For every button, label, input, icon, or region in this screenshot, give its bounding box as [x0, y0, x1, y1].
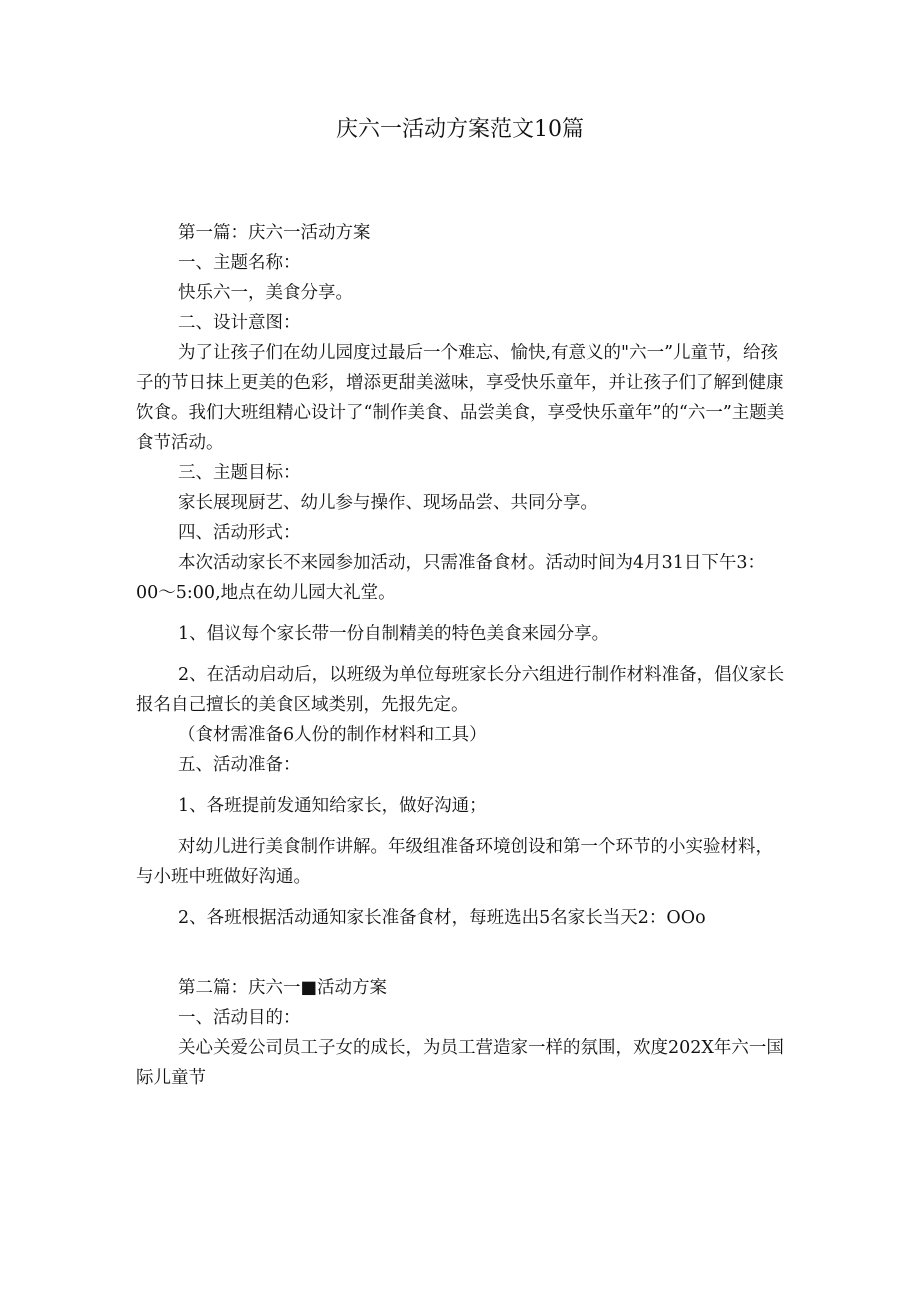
list-item: 1、各班提前发通知给家长，做好沟通； — [178, 796, 487, 816]
subheading: 一、主题名称： — [178, 253, 301, 273]
document-body — [136, 218, 788, 1093]
paragraph: 对幼儿进行美食制作讲解。年级组准备环境创设和第一个环节的小实验材料，与小班中班做好沟通。 — [136, 837, 773, 887]
section-heading: 第二篇：庆六一■活动方案 — [178, 978, 388, 998]
list-item: 1、倡议每个家长带一份自制精美的特色美食来园分享。 — [178, 624, 610, 644]
subheading: 三、主题目标： — [178, 463, 301, 483]
paragraph: 本次活动家长不来园参加活动，只需准备食材。活动时间为4月31日下午3：00〜5:00,地点在幼儿园大礼堂。 — [136, 553, 766, 603]
subheading: 五、活动准备： — [178, 755, 301, 775]
subheading: 一、活动目的： — [178, 1008, 301, 1028]
document-title: 庆六一活动方案范文10篇 — [336, 117, 584, 142]
paragraph: （食材需准备6人份的制作材料和工具） — [178, 725, 487, 745]
paragraph: 快乐六一，美食分享。 — [178, 283, 353, 303]
paragraph: 关心关爱公司员工子女的成长，为员工营造家一样的氛围，欢度202X年六一国际儿童节 — [136, 1038, 784, 1088]
paragraph: 为了让孩子们在幼儿园度过最后一个难忘、愉快,有意义的"六一”儿童节，给孩子的节日抹上更美的色彩，增添更甜美滋味，享受快乐童年，并让孩子们了解到健康饮食。我们大班组精心设计了“制作美食、品尝美食，享受快乐童年”的“六一”主题美食节活动。 — [136, 343, 785, 453]
section-heading: 第一篇：庆六一活动方案 — [178, 223, 371, 243]
list-item: 2、各班根据活动通知家长准备食材，每班选出5名家长当天2：OOo — [178, 908, 706, 928]
subheading: 四、活动形式： — [178, 523, 301, 543]
paragraph: 家长展现厨艺、幼儿参与操作、现场品尝、共同分享。 — [178, 493, 598, 513]
list-item: 2、在活动启动后，以班级为单位每班家长分六组进行制作材料准备，倡仪家长报名自己擅长的美食区域类别，先报先定。 — [136, 665, 785, 715]
subheading: 二、设计意图： — [178, 313, 301, 333]
